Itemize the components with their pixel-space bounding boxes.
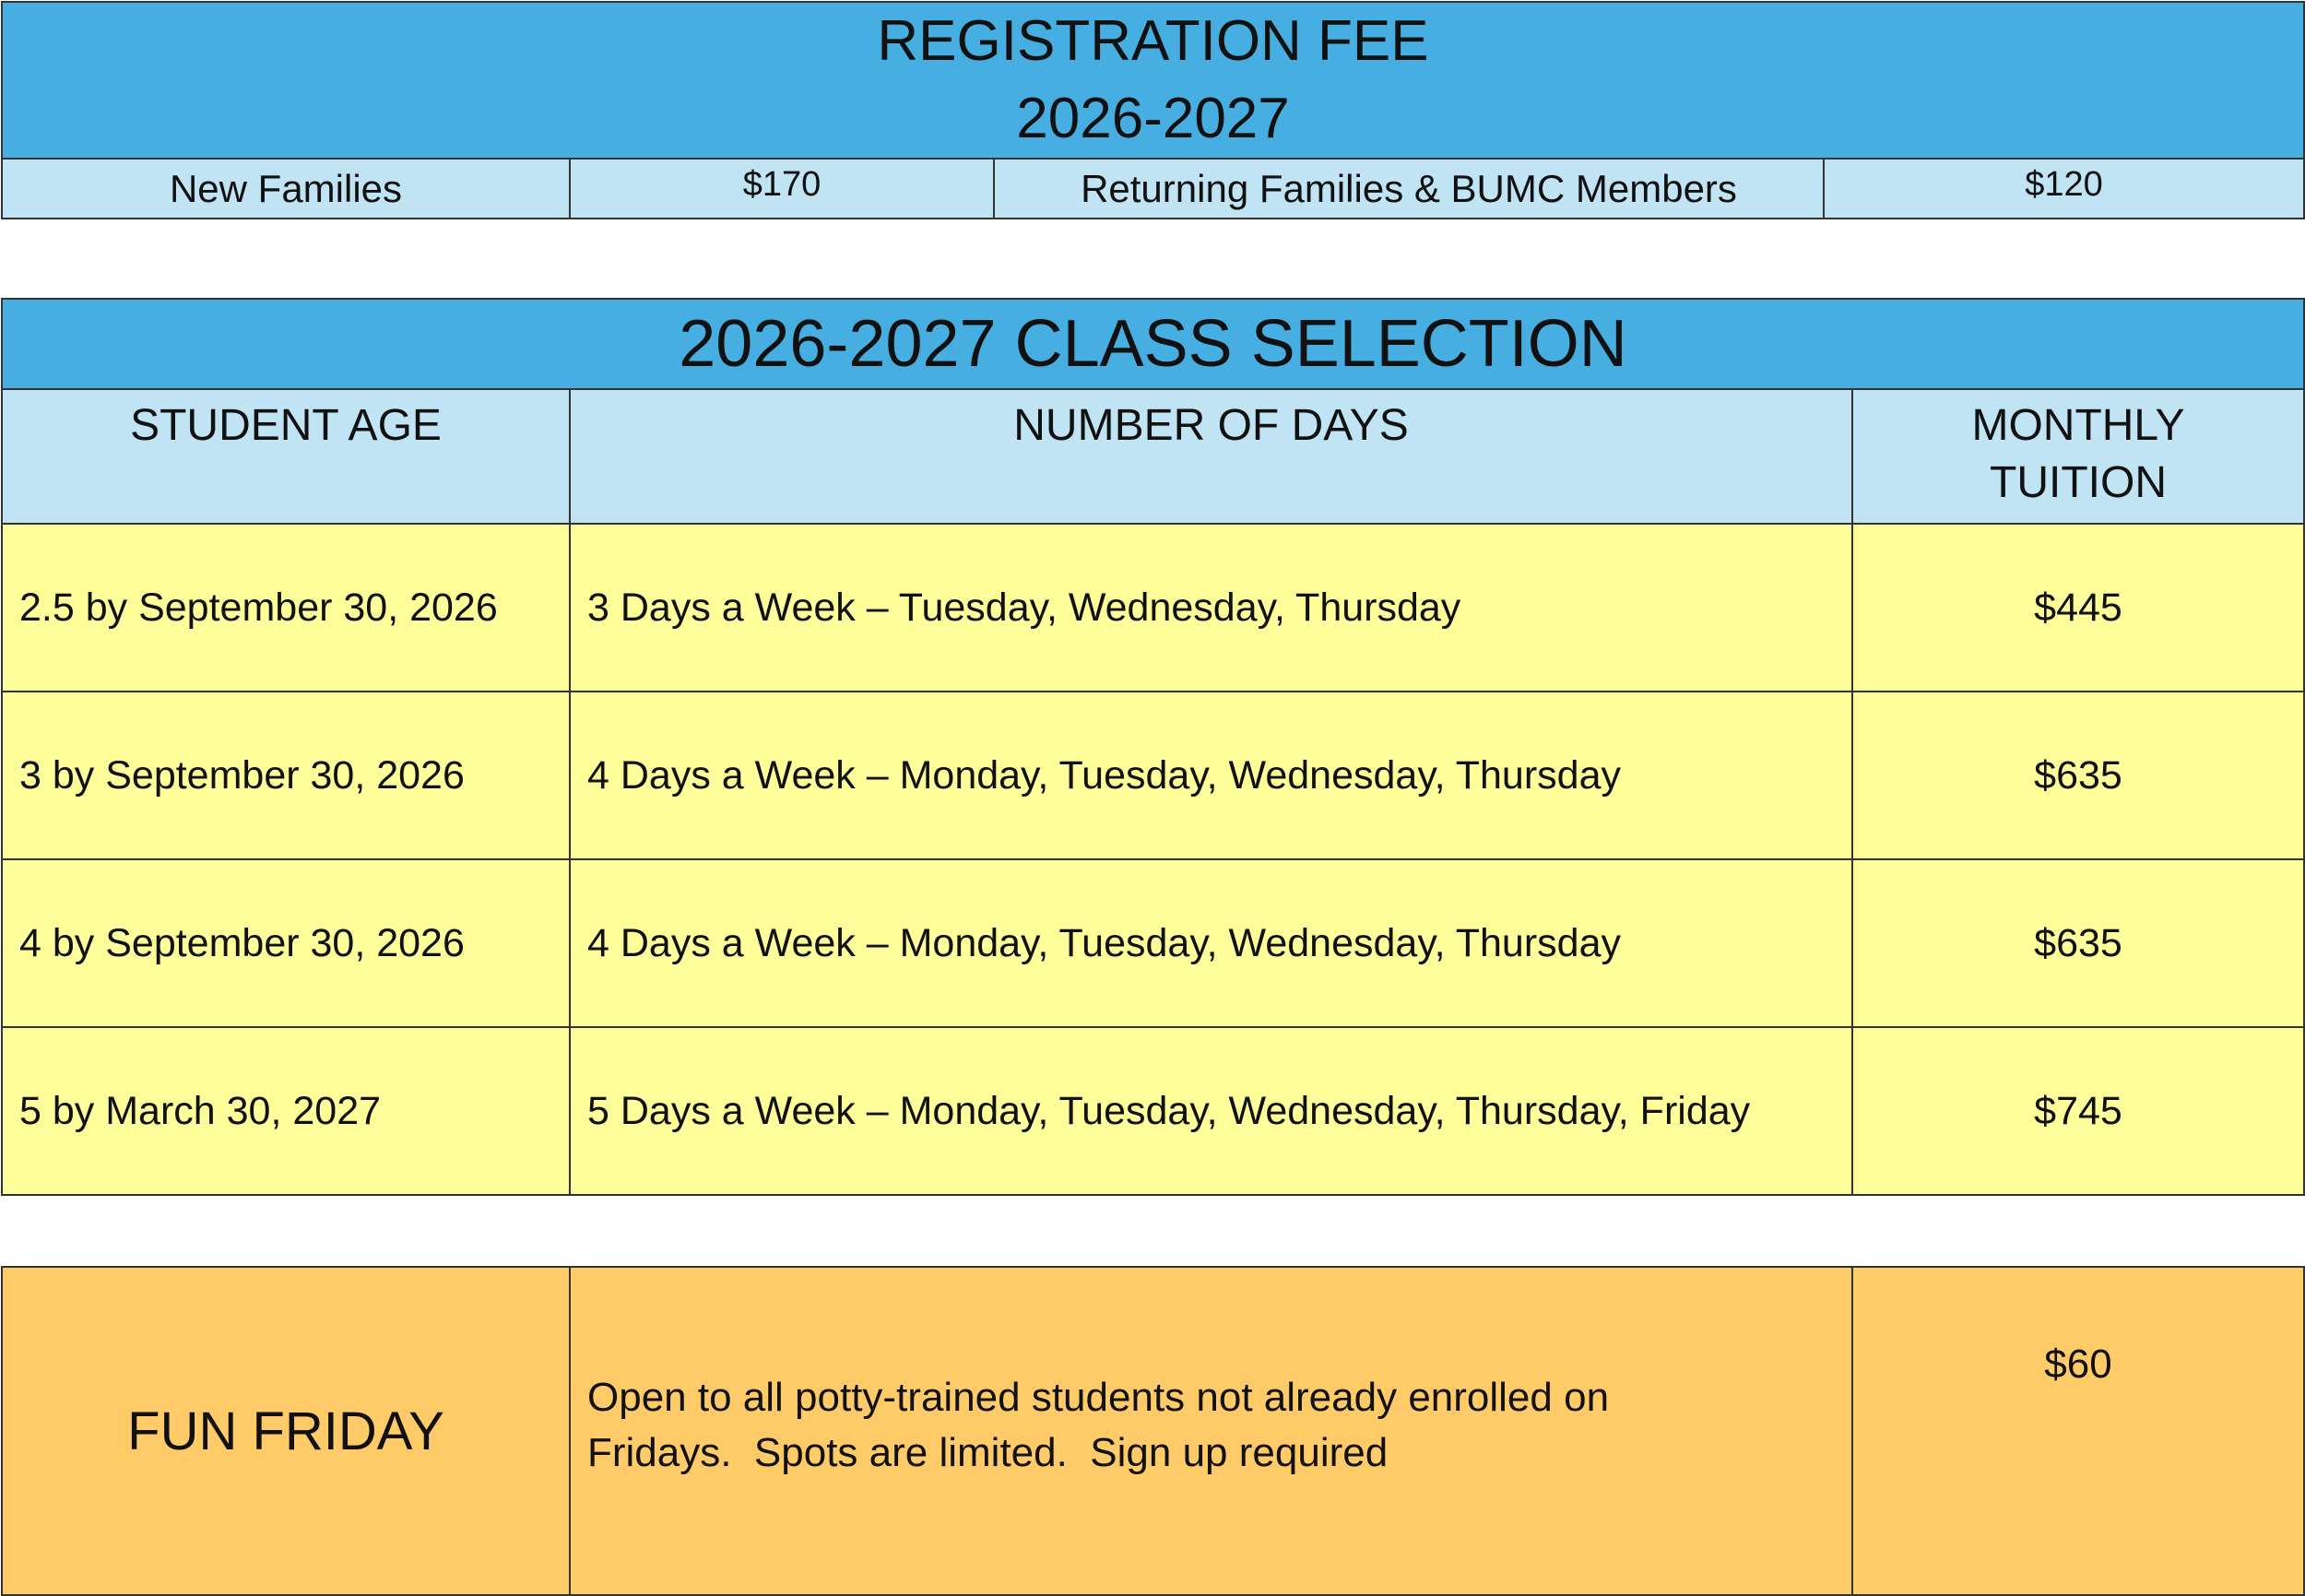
student-age-header: STUDENT AGE — [2, 389, 570, 524]
fun-friday-price: $60 — [1852, 1267, 2304, 1595]
fun-friday-description-line2: Fridays. Spots are limited. Sign up required — [587, 1430, 1389, 1475]
number-of-days-cell: 3 Days a Week – Tuesday, Wednesday, Thursday — [570, 524, 1852, 692]
returning-families-label: Returning Families & BUMC Members — [994, 159, 1824, 219]
table-row — [2, 1027, 2304, 1195]
student-age-cell: 2.5 by September 30, 2026 — [2, 524, 570, 692]
number-of-days-cell: 5 Days a Week – Monday, Tuesday, Wednesday, Thursday, Friday — [570, 1027, 1852, 1195]
monthly-tuition-header-line2: TUITION — [1990, 458, 2167, 507]
table-row — [2, 859, 2304, 1027]
table-row — [2, 524, 2304, 692]
monthly-tuition-cell: $635 — [1852, 859, 2304, 1027]
class-selection-table — [1, 298, 2305, 1196]
returning-families-fee: $120 — [1824, 159, 2304, 219]
student-age-cell: 3 by September 30, 2026 — [2, 692, 570, 859]
fun-friday-description — [570, 1267, 1852, 1595]
registration-year: 2026-2027 — [1016, 87, 1290, 150]
number-of-days-cell: 4 Days a Week – Monday, Tuesday, Wednesday, Thursday — [570, 692, 1852, 859]
table-row — [2, 692, 2304, 859]
monthly-tuition-header — [1852, 389, 2304, 524]
fun-friday-table — [1, 1266, 2305, 1596]
new-families-fee: $170 — [570, 159, 994, 219]
registration-fee-heading: REGISTRATION FEE — [877, 9, 1429, 73]
student-age-cell: 4 by September 30, 2026 — [2, 859, 570, 1027]
monthly-tuition-header-line1: MONTHLY — [1971, 401, 2185, 450]
monthly-tuition-cell: $445 — [1852, 524, 2304, 692]
registration-fee-title — [2, 2, 2304, 159]
registration-fee-table — [1, 1, 2305, 219]
fun-friday-description-line1: Open to all potty-trained students not already enrolled on — [587, 1375, 1610, 1420]
new-families-label: New Families — [2, 159, 570, 219]
fun-friday-label: FUN FRIDAY — [2, 1267, 570, 1595]
number-of-days-cell: 4 Days a Week – Monday, Tuesday, Wednesday, Thursday — [570, 859, 1852, 1027]
class-selection-title: 2026-2027 CLASS SELECTION — [2, 299, 2304, 389]
monthly-tuition-cell: $745 — [1852, 1027, 2304, 1195]
number-of-days-header: NUMBER OF DAYS — [570, 389, 1852, 524]
monthly-tuition-cell: $635 — [1852, 692, 2304, 859]
student-age-cell: 5 by March 30, 2027 — [2, 1027, 570, 1195]
